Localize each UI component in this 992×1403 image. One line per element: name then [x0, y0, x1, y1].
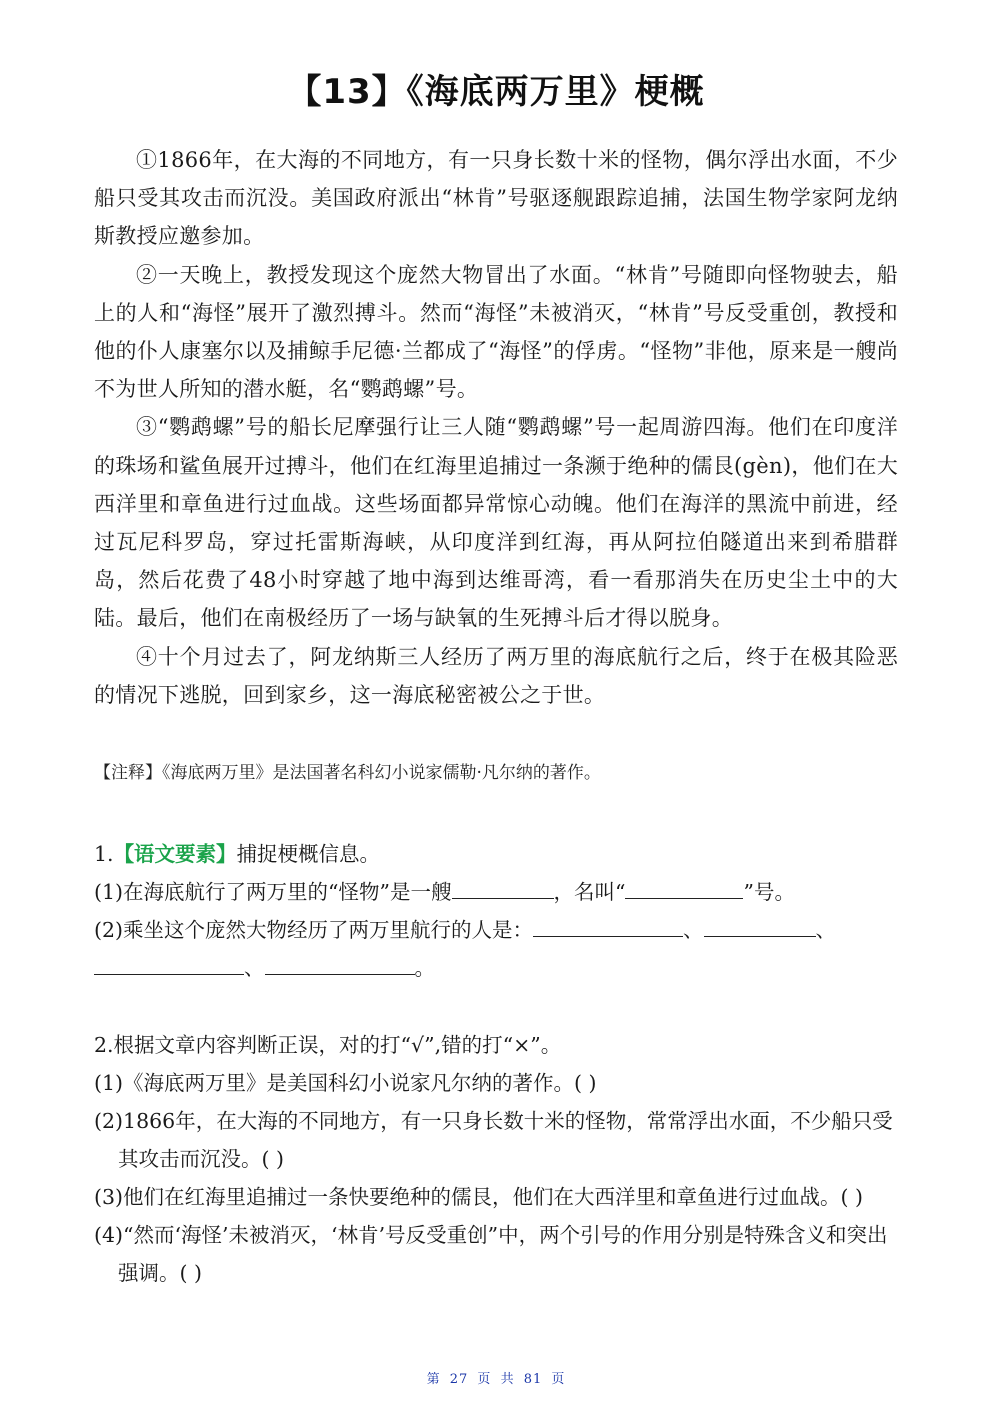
separator-2: 、 [815, 918, 837, 942]
question-1-number: 1. [94, 842, 114, 866]
question-1 [94, 835, 898, 987]
paragraph-1: ①1866年，在大海的不同地方，有一只身长数十米的怪物，偶尔浮出水面，不少船只受其攻击而沉没。美国政府派出“林肯”号驱逐舰跟踪追捕，法国生物学家阿龙纳斯教授应邀参加。 [94, 148, 898, 249]
sub-1-text-b: ，名叫“ [553, 880, 626, 904]
footer-ye-2: 页 [551, 1372, 566, 1387]
paragraph-4: ④十个月过去了，阿龙纳斯三人经历了两万里的海底航行之后，终于在极其险恶的情况下逃脱，回到家乡，这一海底秘密被公之于世。 [94, 644, 898, 707]
separator-3: 、 [244, 956, 265, 980]
page-title: 【13】《海底两万里》梗概 [287, 72, 705, 112]
summary-article [94, 141, 898, 714]
question-1-sub-2 [94, 911, 898, 949]
question-1-text: 捕捉梗概信息。 [236, 842, 381, 866]
question-2 [94, 1026, 898, 1292]
blank-person-2[interactable] [704, 912, 816, 937]
blank-person-3[interactable] [94, 950, 244, 975]
period: 。 [414, 956, 435, 980]
annotation-note: 【注释】《海底两万里》是法国著名科幻小说家儒勒·凡尔纳的著作。 [94, 763, 601, 783]
blank-person-4[interactable] [265, 950, 415, 975]
question-1-stem [94, 835, 898, 873]
total-pages: 81 [523, 1372, 543, 1387]
sub-1-text-a: (1)在海底航行了两万里的“怪物”是一艘 [94, 880, 452, 904]
current-page-number: 27 [449, 1372, 469, 1387]
sub-2-text: (2)乘坐这个庞然大物经历了两万里航行的人是： [94, 918, 534, 942]
paragraph-2: ②一天晚上，教授发现这个庞然大物冒出了水面。“林肯”号随即向怪物驶去，船上的人和“海怪”展开了激烈搏斗。然而“海怪”未被消灭，“林肯”号反受重创，教授和他的仆人康塞尔以及捕鲸手尼德·兰都成了“海怪”的俘虏。“怪物”非他，原来是一艘尚不为世人所知的潜水艇，名“鹦鹉螺”号。 [94, 262, 898, 402]
language-element-tag: 【语文要素】 [113, 842, 237, 866]
footer-di: 第 [426, 1372, 441, 1387]
footer-gong: 共 [500, 1372, 515, 1387]
question-1-sub-2-cont [94, 949, 898, 987]
paragraph-3: ③“鹦鹉螺”号的船长尼摩强行让三人随“鹦鹉螺”号一起周游四海。他们在印度洋的珠场和鲨鱼展开过搏斗，他们在红海里追捕过一条濒于绝种的儒艮(gèn)，他们在大西洋里和章鱼进行过血战。这些场面都异常惊心动魄。他们在海洋的黑流中前进，经过瓦尼科罗岛，穿过托雷斯海峡，从印度洋到红海，再从阿拉伯隧道出来到希腊群岛，然后花费了48小时穿越了地中海到达维哥湾，看一看那消失在历史尘土中的大陆。最后，他们在南极经历了一场与缺氧的生死搏斗后才得以脱身。 [94, 415, 898, 631]
true-false-item-2[interactable]: (2)1866年，在大海的不同地方，有一只身长数十米的怪物，常常浮出水面，不少船只受其攻击而沉没。( ) [94, 1109, 893, 1171]
footer-ye-1: 页 [477, 1372, 492, 1387]
question-2-stem: 2.根据文章内容判断正误，对的打“√”,错的打“×”。 [94, 1033, 562, 1057]
separator-1: 、 [683, 918, 704, 942]
blank-vessel-type[interactable] [452, 874, 554, 899]
true-false-item-3[interactable]: (3)他们在红海里追捕过一条快要绝种的儒艮，他们在大西洋里和章鱼进行过血战。( ) [94, 1185, 864, 1209]
page-footer [0, 1368, 992, 1387]
true-false-item-1[interactable]: (1)《海底两万里》是美国科幻小说家凡尔纳的著作。( ) [94, 1071, 597, 1095]
true-false-item-4[interactable]: (4)“然而‘海怪’未被消灭，‘林肯’号反受重创”中，两个引号的作用分别是特殊含义和突出强调。( ) [94, 1223, 888, 1285]
question-1-sub-1 [94, 873, 898, 911]
sub-1-text-c: ”号。 [743, 880, 795, 904]
blank-person-1[interactable] [533, 912, 683, 937]
blank-vessel-name[interactable] [625, 874, 743, 899]
